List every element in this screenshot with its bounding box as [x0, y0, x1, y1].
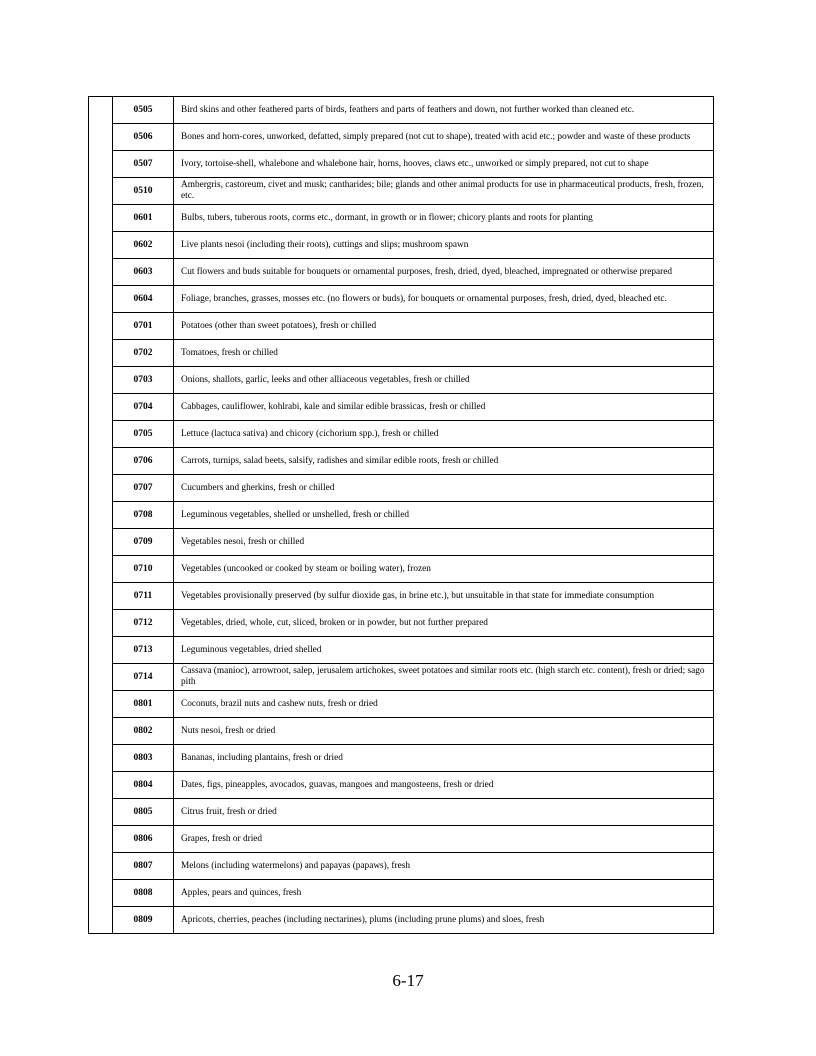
hs-code-cell: 0713 [113, 637, 174, 664]
description-cell: Bird skins and other feathered parts of birds, feathers and parts of feathers and down, not further worked than cleaned etc. [174, 97, 714, 124]
hs-code-cell: 0807 [113, 853, 174, 880]
hs-code-cell: 0705 [113, 421, 174, 448]
hs-code-cell: 0808 [113, 880, 174, 907]
hs-code-cell: 0806 [113, 826, 174, 853]
table-row [89, 772, 714, 799]
description-cell: Cucumbers and gherkins, fresh or chilled [174, 475, 714, 502]
blank-cell [89, 772, 113, 799]
blank-cell [89, 286, 113, 313]
hs-code-cell: 0712 [113, 610, 174, 637]
table-row [89, 313, 714, 340]
blank-cell [89, 799, 113, 826]
description-cell: Cut flowers and buds suitable for bouquets or ornamental purposes, fresh, dried, dyed, bleached, impregnated or otherwise prepared [174, 259, 714, 286]
description-cell: Nuts nesoi, fresh or dried [174, 718, 714, 745]
page-number: 6-17 [392, 971, 424, 990]
hs-code-cell: 0602 [113, 232, 174, 259]
table-row [89, 421, 714, 448]
description-cell: Dates, figs, pineapples, avocados, guavas, mangoes and mangosteens, fresh or dried [174, 772, 714, 799]
description-cell: Carrots, turnips, salad beets, salsify, radishes and similar edible roots, fresh or chilled [174, 448, 714, 475]
table-row [89, 880, 714, 907]
description-cell: Apricots, cherries, peaches (including nectarines), plums (including prune plums) and sloes, fresh [174, 907, 714, 934]
hs-code-cell: 0701 [113, 313, 174, 340]
hs-code-cell: 0805 [113, 799, 174, 826]
description-cell: Bones and horn-cores, unworked, defatted, simply prepared (not cut to shape), treated with acid etc.; powder and waste of these products [174, 124, 714, 151]
hs-code-cell: 0603 [113, 259, 174, 286]
description-cell: Lettuce (lactuca sativa) and chicory (cichorium spp.), fresh or chilled [174, 421, 714, 448]
blank-cell [89, 421, 113, 448]
table-row [89, 529, 714, 556]
table-row [89, 367, 714, 394]
description-cell: Potatoes (other than sweet potatoes), fresh or chilled [174, 313, 714, 340]
blank-cell [89, 826, 113, 853]
blank-cell [89, 502, 113, 529]
table-row [89, 340, 714, 367]
blank-cell [89, 637, 113, 664]
blank-cell [89, 340, 113, 367]
description-cell: Citrus fruit, fresh or dried [174, 799, 714, 826]
table-row [89, 799, 714, 826]
table-row [89, 718, 714, 745]
description-cell: Vegetables (uncooked or cooked by steam or boiling water), frozen [174, 556, 714, 583]
description-cell: Live plants nesoi (including their roots), cuttings and slips; mushroom spawn [174, 232, 714, 259]
table-row [89, 394, 714, 421]
table-row [89, 124, 714, 151]
description-cell: Cabbages, cauliflower, kohlrabi, kale and similar edible brassicas, fresh or chilled [174, 394, 714, 421]
table-row [89, 97, 714, 124]
description-cell: Onions, shallots, garlic, leeks and other alliaceous vegetables, fresh or chilled [174, 367, 714, 394]
description-cell: Leguminous vegetables, dried shelled [174, 637, 714, 664]
description-cell: Vegetables nesoi, fresh or chilled [174, 529, 714, 556]
commodity-table [88, 96, 714, 934]
description-cell: Bananas, including plantains, fresh or dried [174, 745, 714, 772]
blank-cell [89, 151, 113, 178]
hs-code-cell: 0707 [113, 475, 174, 502]
hs-code-cell: 0604 [113, 286, 174, 313]
blank-cell [89, 556, 113, 583]
hs-code-cell: 0601 [113, 205, 174, 232]
blank-cell [89, 394, 113, 421]
blank-cell [89, 205, 113, 232]
hs-code-cell: 0708 [113, 502, 174, 529]
table-row [89, 610, 714, 637]
table-row [89, 853, 714, 880]
description-cell: Vegetables, dried, whole, cut, sliced, broken or in powder, but not further prepared [174, 610, 714, 637]
blank-cell [89, 880, 113, 907]
table-row [89, 637, 714, 664]
blank-cell [89, 448, 113, 475]
blank-cell [89, 853, 113, 880]
description-cell: Grapes, fresh or dried [174, 826, 714, 853]
table-row [89, 907, 714, 934]
description-cell: Bulbs, tubers, tuberous roots, corms etc., dormant, in growth or in flower; chicory plants and roots for planting [174, 205, 714, 232]
blank-cell [89, 97, 113, 124]
table-row [89, 286, 714, 313]
blank-cell [89, 664, 113, 691]
blank-cell [89, 691, 113, 718]
blank-cell [89, 313, 113, 340]
hs-code-cell: 0710 [113, 556, 174, 583]
description-cell: Ambergris, castoreum, civet and musk; cantharides; bile; glands and other animal products for use in pharmaceutical products, fresh, frozen, etc. [174, 178, 714, 205]
blank-cell [89, 367, 113, 394]
table-row [89, 232, 714, 259]
description-cell: Foliage, branches, grasses, mosses etc. (no flowers or buds), for bouquets or ornamental purposes, fresh, dried, dyed, bleached etc. [174, 286, 714, 313]
blank-cell [89, 124, 113, 151]
blank-cell [89, 718, 113, 745]
blank-cell [89, 583, 113, 610]
hs-code-cell: 0702 [113, 340, 174, 367]
table-row [89, 556, 714, 583]
hs-code-cell: 0506 [113, 124, 174, 151]
hs-code-cell: 0505 [113, 97, 174, 124]
description-cell: Vegetables provisionally preserved (by sulfur dioxide gas, in brine etc.), but unsuitable in that state for immediate consumption [174, 583, 714, 610]
blank-cell [89, 475, 113, 502]
hs-code-cell: 0809 [113, 907, 174, 934]
hs-code-cell: 0510 [113, 178, 174, 205]
commodity-table-body [89, 97, 714, 934]
hs-code-cell: 0507 [113, 151, 174, 178]
table-row [89, 178, 714, 205]
blank-cell [89, 907, 113, 934]
hs-code-cell: 0802 [113, 718, 174, 745]
hs-code-cell: 0706 [113, 448, 174, 475]
description-cell: Cassava (manioc), arrowroot, salep, jerusalem artichokes, sweet potatoes and similar roots etc. (high starch etc. content), fresh or dried; sago pith [174, 664, 714, 691]
table-row [89, 664, 714, 691]
hs-code-cell: 0803 [113, 745, 174, 772]
description-cell: Tomatoes, fresh or chilled [174, 340, 714, 367]
table-row [89, 151, 714, 178]
table-row [89, 502, 714, 529]
blank-cell [89, 178, 113, 205]
table-row [89, 826, 714, 853]
hs-code-cell: 0709 [113, 529, 174, 556]
table-row [89, 448, 714, 475]
blank-cell [89, 232, 113, 259]
blank-cell [89, 610, 113, 637]
hs-code-cell: 0711 [113, 583, 174, 610]
table-row [89, 259, 714, 286]
hs-code-cell: 0804 [113, 772, 174, 799]
hs-code-cell: 0704 [113, 394, 174, 421]
description-cell: Leguminous vegetables, shelled or unshelled, fresh or chilled [174, 502, 714, 529]
blank-cell [89, 745, 113, 772]
hs-code-cell: 0801 [113, 691, 174, 718]
table-row [89, 691, 714, 718]
description-cell: Ivory, tortoise-shell, whalebone and whalebone hair, horns, hooves, claws etc., unworked or simply prepared, not cut to shape [174, 151, 714, 178]
hs-code-cell: 0714 [113, 664, 174, 691]
blank-cell [89, 529, 113, 556]
table-row [89, 475, 714, 502]
table-row [89, 745, 714, 772]
description-cell: Coconuts, brazil nuts and cashew nuts, fresh or dried [174, 691, 714, 718]
blank-cell [89, 259, 113, 286]
table-row [89, 583, 714, 610]
description-cell: Melons (including watermelons) and papayas (papaws), fresh [174, 853, 714, 880]
description-cell: Apples, pears and quinces, fresh [174, 880, 714, 907]
hs-code-cell: 0703 [113, 367, 174, 394]
table-row [89, 205, 714, 232]
